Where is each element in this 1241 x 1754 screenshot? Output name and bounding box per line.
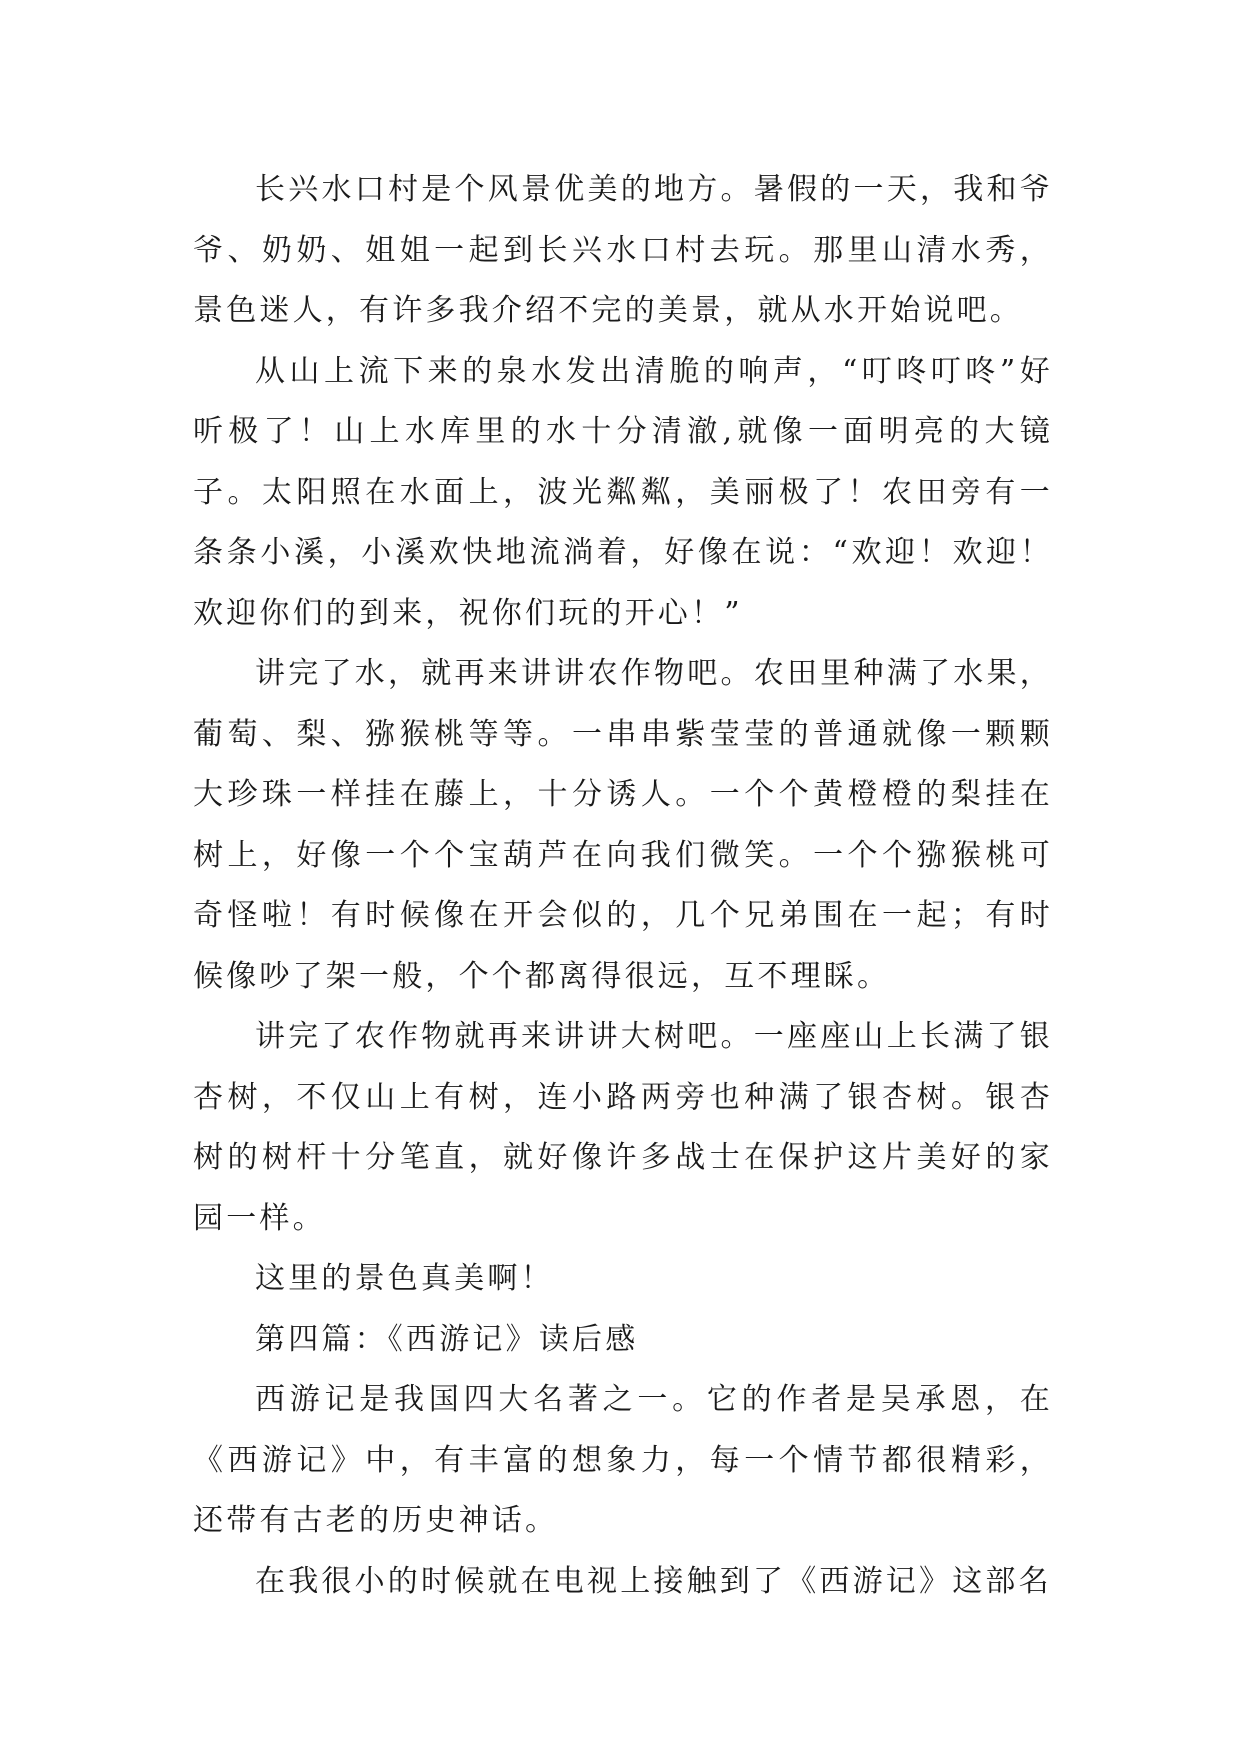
paragraph-ginkgo-trees: 讲完了农作物就再来讲讲大树吧。一座座山上长满了银杏树，不仅山上有树，连小路两旁也种满了银杏树。银杏树的树杆十分笔直，就好像许多战士在保护这片美好的家园一样。 — [193, 1019, 1053, 1236]
paragraph-childhood-tv: 在我很小的时候就在电视上接触到了《西游记》这部名 — [255, 1563, 1052, 1599]
paragraph-spring-water: 从山上流下来的泉水发出清脆的响声，“叮咚叮咚”好听极了！山上水库里的水十分清澈,就像一面明亮的大镜子。太阳照在水面上，波光粼粼，美丽极了！农田旁有一条条小溪，小溪欢快地流淌着，好像在说：“欢迎！欢迎！欢迎你们的到来，祝你们玩的开心！” — [193, 353, 1053, 631]
paragraph-crops: 讲完了水，就再来讲讲农作物吧。农田里种满了水果，葡萄、梨、猕猴桃等等。一串串紫莹莹的普通就像一颗颗大珍珠一样挂在藤上，十分诱人。一个个黄橙橙的梨挂在树上，好像一个个宝葫芦在向我们微笑。一个个猕猴桃可奇怪啦！有时候像在开会似的，几个兄弟围在一起；有时候像吵了架一般，个个都离得很远，互不理睬。 — [193, 656, 1053, 994]
document-body — [193, 160, 1053, 1612]
paragraph-journey-intro: 西游记是我国四大名著之一。它的作者是吴承恩，在《西游记》中，有丰富的想象力，每一个情节都很精彩，还带有古老的历史神话。 — [193, 1382, 1053, 1538]
paragraph-shuikou-village-intro: 长兴水口村是个风景优美的地方。暑假的一天，我和爷爷、奶奶、姐姐一起到长兴水口村去玩。那里山清水秀，景色迷人，有许多我介绍不完的美景，就从水开始说吧。 — [193, 172, 1053, 328]
paragraph-scenery-exclamation: 这里的景色真美啊！ — [255, 1261, 554, 1296]
section-heading-journey-to-the-west: 第四篇：《西游记》读后感 — [255, 1321, 639, 1357]
